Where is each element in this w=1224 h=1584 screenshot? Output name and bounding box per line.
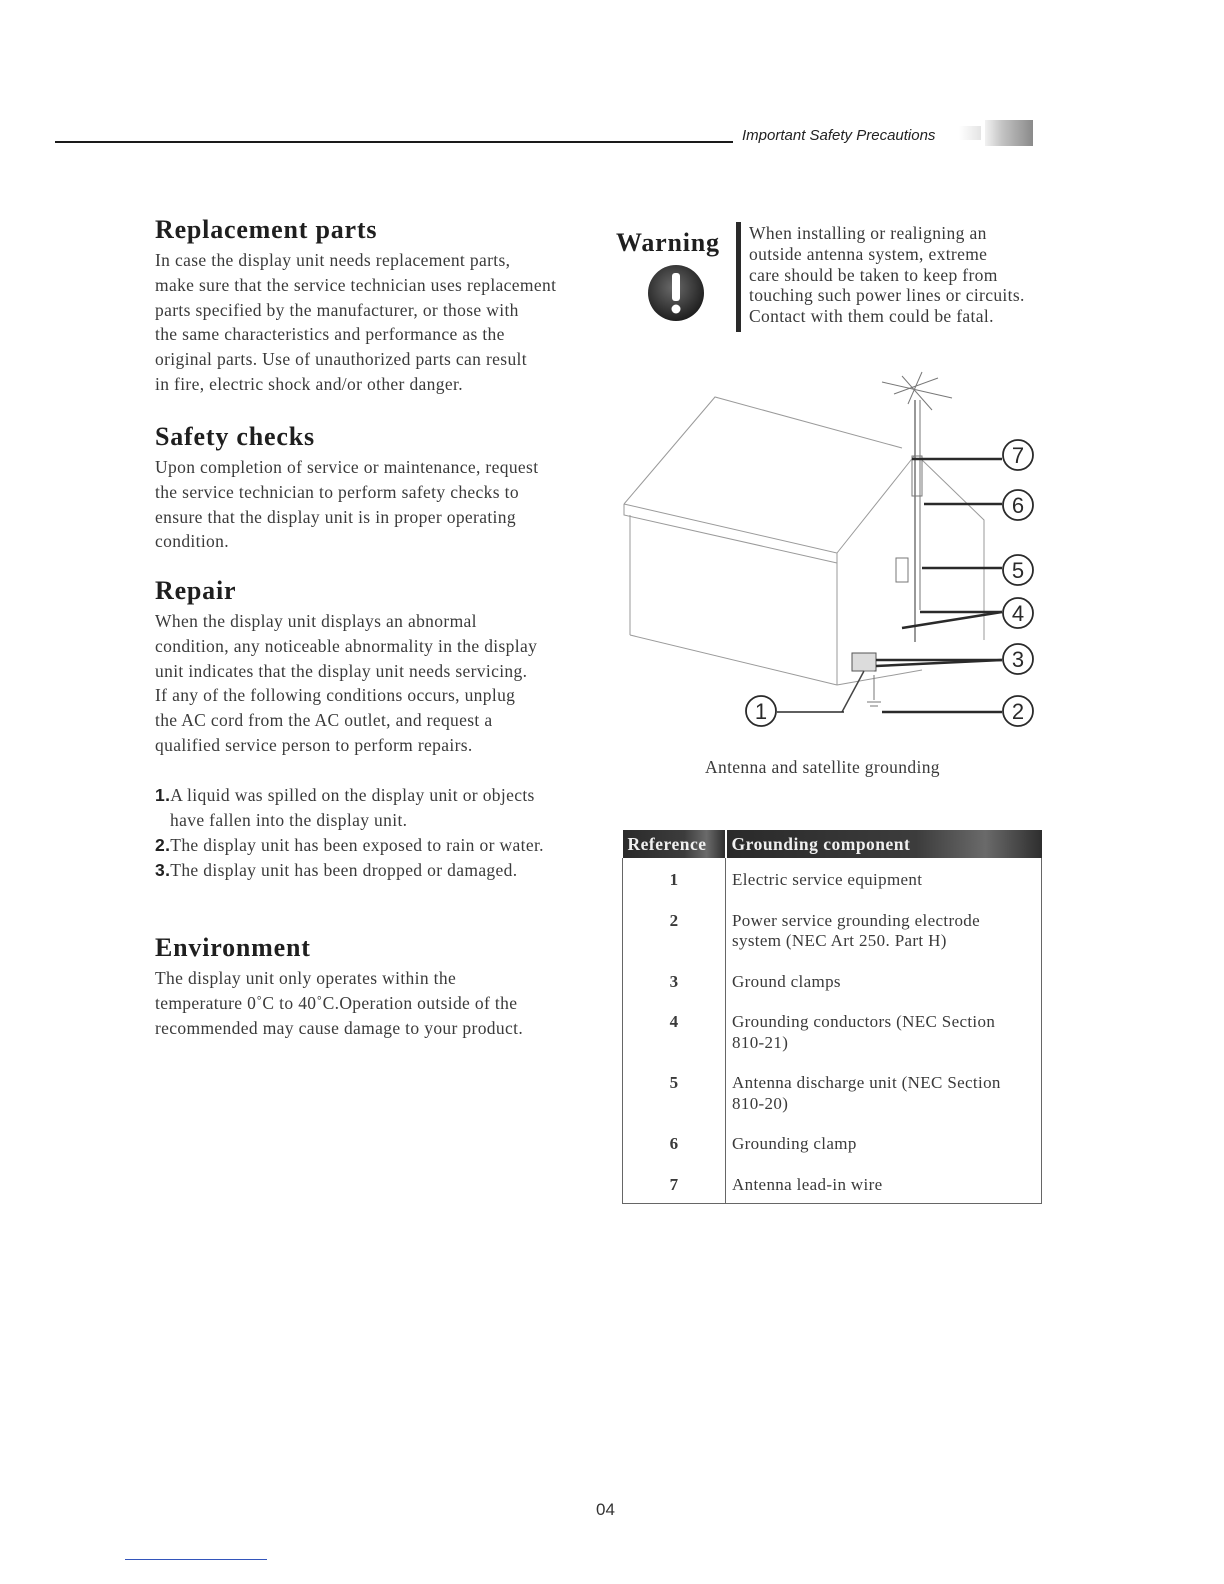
footer-rule [125, 1559, 267, 1560]
callout-4-label: 4 [1011, 601, 1025, 626]
safety-checks-text [155, 455, 538, 554]
repair-condition-2 [155, 833, 544, 858]
table-row [623, 1122, 1042, 1163]
warning-text [749, 223, 1025, 327]
header-title: Important Safety Precautions [742, 127, 936, 144]
component-cell [726, 960, 1042, 1001]
callout-3-label: 3 [1011, 647, 1025, 672]
repair-condition-3 [155, 858, 517, 883]
callout-4-leader [902, 612, 1002, 628]
text-line: condition. [155, 531, 229, 552]
text-line: make sure that the service technician uses replacement [155, 274, 557, 295]
reference-cell: 6 [623, 1122, 726, 1163]
warning-bar [736, 222, 741, 332]
condition-text: The display unit has been dropped or damaged. [170, 860, 518, 880]
antenna-element [902, 376, 932, 410]
text-line: In case the display unit needs replacement parts, [155, 250, 511, 270]
component-line: Electric service equipment [732, 870, 923, 889]
table-row [623, 1163, 1042, 1204]
condition-number: 3. [155, 860, 171, 880]
component-column-header: Grounding component [726, 830, 1042, 858]
text-line: the AC cord from the AC outlet, and request a [155, 710, 493, 731]
grounding-table [622, 830, 1042, 1204]
antenna-discharge-unit [896, 558, 908, 582]
antenna-grounding-diagram [612, 370, 1052, 740]
table-header-row [623, 830, 1042, 858]
safety-checks-heading: Safety checks [155, 422, 315, 451]
warning-label: Warning [616, 228, 720, 257]
component-line: Power service grounding electrode [732, 910, 981, 930]
callout-5-label: 5 [1011, 558, 1025, 583]
callout-2-label: 2 [1011, 699, 1025, 724]
text-line: If any of the following conditions occurs, unplug [155, 685, 516, 706]
table-row [623, 1000, 1042, 1061]
environment-heading: Environment [155, 933, 311, 962]
table-row [623, 858, 1042, 899]
text-line: recommended may cause damage to your product. [155, 1017, 524, 1038]
component-line: Antenna lead-in wire [732, 1174, 883, 1194]
component-cell [726, 1163, 1042, 1204]
table-row [623, 899, 1042, 960]
reference-cell: 2 [623, 899, 726, 960]
callout-7-label: 7 [1011, 443, 1025, 468]
replacement-parts-text [155, 248, 556, 397]
reference-cell: 4 [623, 1000, 726, 1061]
text-line: Contact with them could be fatal. [749, 306, 994, 327]
text-line: the same characteristics and performance as the [155, 324, 505, 345]
component-cell [726, 858, 1042, 899]
component-line: Grounding clamp [732, 1134, 857, 1153]
environment-text [155, 966, 523, 1040]
reference-cell: 7 [623, 1163, 726, 1204]
reference-column-header: Reference [623, 830, 726, 858]
text-line: in fire, electric shock and/or other danger. [155, 373, 463, 394]
page-number: 04 [596, 1500, 615, 1519]
condition-text-continued: have fallen into the display unit. [170, 809, 408, 830]
text-line: touching such power lines or circuits. [749, 285, 1025, 306]
text-line: When the display unit displays an abnormal [155, 611, 477, 631]
reference-cell: 3 [623, 960, 726, 1001]
replacement-parts-heading: Replacement parts [155, 215, 378, 244]
table-row [623, 960, 1042, 1001]
roof-ridge [837, 455, 915, 553]
diagram-caption: Antenna and satellite grounding [705, 757, 940, 777]
text-line: temperature 0˚C to 40˚C.Operation outside of the [155, 992, 518, 1013]
roof-edge [624, 504, 837, 563]
text-line: condition, any noticeable abnormality in the display [155, 635, 538, 656]
text-line: unit indicates that the display unit needs servicing. [155, 660, 528, 681]
component-line: system (NEC Art 250. Part H) [732, 931, 947, 950]
condition-text: A liquid was spilled on the display unit or objects [170, 785, 535, 805]
house-base-right [837, 670, 922, 685]
repair-condition-1 [155, 783, 535, 833]
component-cell [726, 1061, 1042, 1122]
repair-heading: Repair [155, 576, 237, 605]
text-line: parts specified by the manufacturer, or those with [155, 299, 519, 320]
header-tab-decoration [985, 120, 1033, 146]
ground-wire [842, 671, 864, 712]
component-cell [726, 1000, 1042, 1061]
component-line: 810-20) [732, 1093, 789, 1113]
reference-cell: 5 [623, 1061, 726, 1122]
callout-1-label: 1 [754, 699, 768, 724]
component-line: Grounding conductors (NEC Section [732, 1012, 996, 1031]
callout-6-label: 6 [1011, 493, 1025, 518]
reference-cell: 1 [623, 858, 726, 899]
house-base [630, 635, 837, 685]
condition-number: 2. [155, 835, 171, 855]
component-line: Ground clamps [732, 971, 841, 991]
header-rule [55, 141, 733, 143]
component-cell [726, 899, 1042, 960]
component-line: Antenna discharge unit (NEC Section [732, 1073, 1001, 1092]
text-line: care should be taken to keep from [749, 264, 998, 285]
text-line: When installing or realigning an [749, 223, 987, 243]
text-line: Upon completion of service or maintenance, request [155, 457, 539, 477]
text-line: qualified service person to perform repairs. [155, 734, 473, 755]
component-line: 810-21) [732, 1032, 789, 1052]
repair-text [155, 609, 537, 758]
exclamation-icon [647, 264, 705, 322]
table-row [623, 1061, 1042, 1122]
roof-outline [624, 397, 902, 504]
component-cell [726, 1122, 1042, 1163]
condition-text: The display unit has been exposed to rain or water. [170, 835, 544, 855]
text-line: The display unit only operates within the [155, 968, 457, 988]
text-line: original parts. Use of unauthorized parts can result [155, 349, 527, 370]
condition-number: 1. [155, 785, 171, 805]
electric-service-box [852, 653, 876, 671]
text-line: the service technician to perform safety checks to [155, 481, 519, 502]
text-line: outside antenna system, extreme [749, 243, 988, 264]
text-line: ensure that the display unit is in proper operating [155, 506, 516, 527]
